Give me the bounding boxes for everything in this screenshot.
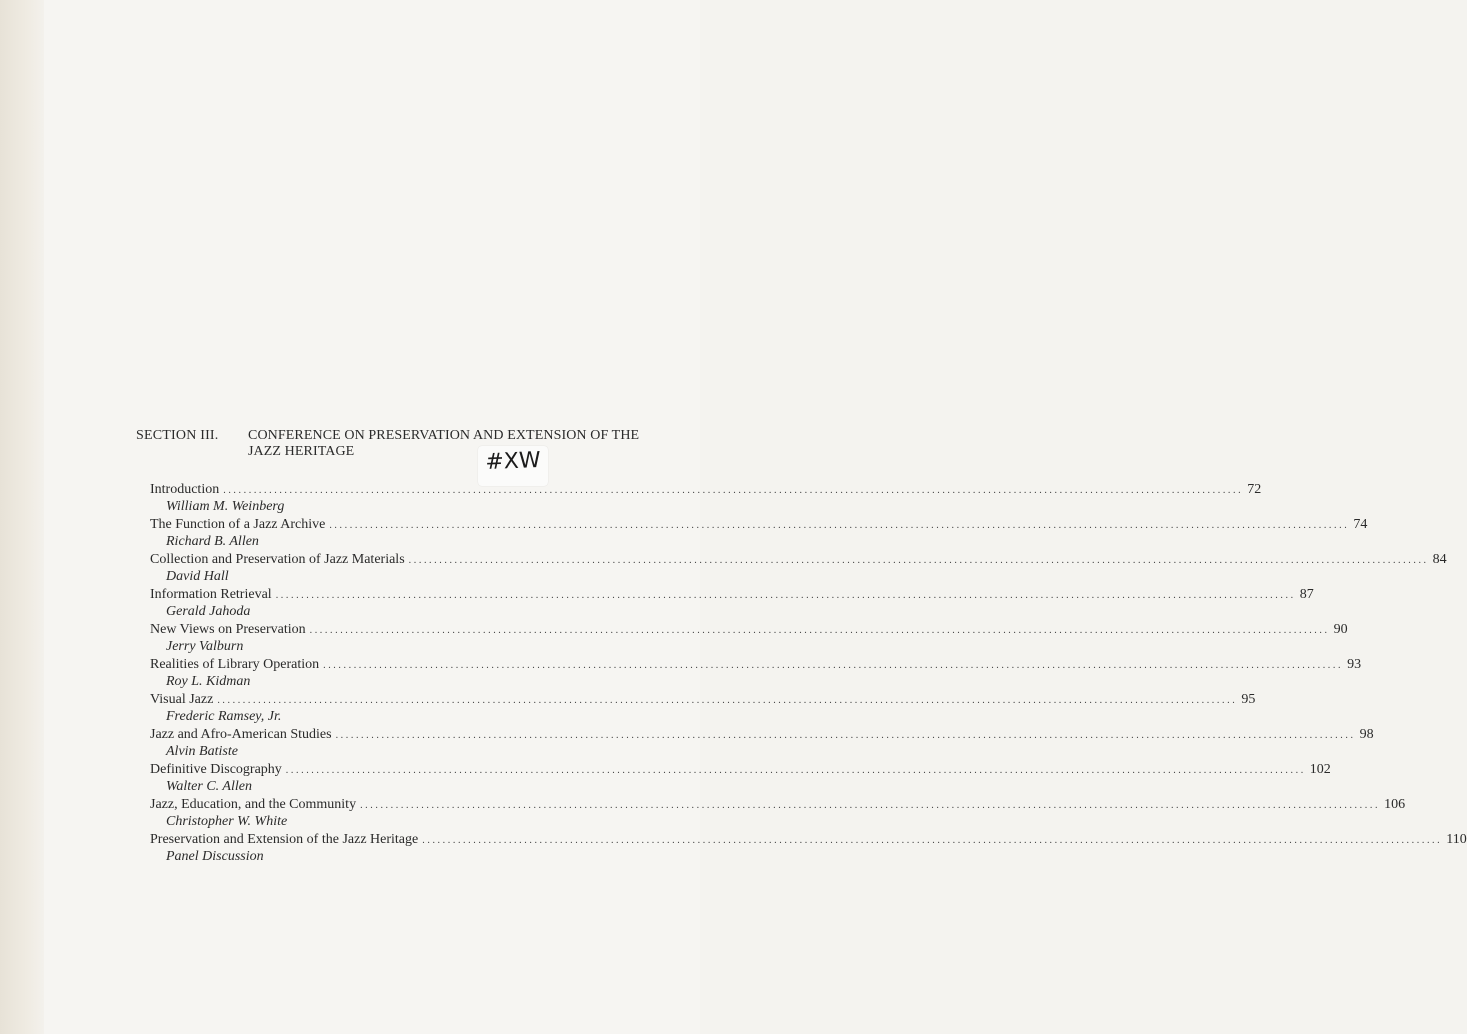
toc-entry-title: Introduction	[150, 482, 220, 497]
toc-entry-line	[150, 622, 1348, 639]
toc-entry-line	[150, 832, 1467, 849]
toc-entry-line	[150, 692, 1256, 709]
toc-entry-line	[150, 727, 1374, 744]
toc-entry-title: Realities of Library Operation	[150, 657, 320, 672]
dot-leader: ........................................................................................................................................................................................................	[408, 555, 1429, 566]
toc-entry-author: Gerald Jahoda	[166, 604, 251, 619]
toc-entry-author: David Hall	[166, 569, 229, 584]
dot-leader: ........................................................................................................................................................................................................	[323, 660, 1344, 671]
toc-page-number: 110	[1446, 832, 1467, 847]
toc-page-number: 98	[1359, 727, 1374, 742]
toc-entry-line	[150, 657, 1362, 674]
toc-page-number: 90	[1333, 622, 1348, 637]
section-title: CONFERENCE ON PRESERVATION AND EXTENSION OF THE JAZZ HERITAGE	[248, 428, 640, 459]
toc-entry-line	[150, 762, 1331, 779]
toc-entry-title: Visual Jazz	[150, 692, 214, 707]
toc-page-number: 102	[1309, 762, 1331, 777]
dot-leader: ........................................................................................................................................................................................................	[217, 695, 1238, 706]
toc-entry-title: Jazz, Education, and the Community	[150, 797, 357, 812]
toc-entry	[150, 797, 1406, 832]
handwritten-sticker	[478, 446, 548, 486]
dot-leader: ........................................................................................................................................................................................................	[223, 485, 1244, 496]
dot-leader: ........................................................................................................................................................................................................	[335, 730, 1356, 741]
toc-entry-author: Roy L. Kidman	[166, 674, 251, 689]
dot-leader: ........................................................................................................................................................................................................	[309, 625, 1330, 636]
toc-entry	[150, 727, 1374, 762]
toc-entry-title: New Views on Preservation	[150, 622, 306, 637]
toc-entry-author: Richard B. Allen	[166, 534, 259, 549]
toc-entry-line	[150, 587, 1314, 604]
toc-page-number: 84	[1432, 552, 1447, 567]
toc-entry-author: Walter C. Allen	[166, 779, 252, 794]
toc-page-number: 95	[1241, 692, 1256, 707]
toc-entry-title: Collection and Preservation of Jazz Materials	[150, 552, 405, 567]
toc-page-number: 87	[1299, 587, 1314, 602]
sticker-text: #XW	[484, 448, 542, 475]
toc-entry-line	[150, 517, 1368, 534]
toc-entry-author: Alvin Batiste	[166, 744, 238, 759]
toc-page-number: 106	[1384, 797, 1406, 812]
toc-entry	[150, 762, 1331, 797]
toc-entry-author: Panel Discussion	[166, 849, 264, 864]
toc-page-number: 72	[1247, 482, 1262, 497]
toc-entry	[150, 517, 1368, 552]
dot-leader: ........................................................................................................................................................................................................	[422, 835, 1443, 846]
toc-entry	[150, 832, 1467, 867]
toc-entry-title: Preservation and Extension of the Jazz Heritage	[150, 832, 419, 847]
section-label: SECTION III.	[136, 428, 219, 443]
toc-entry-title: Definitive Discography	[150, 762, 282, 777]
table-of-contents	[150, 482, 1467, 867]
toc-entry-author: Frederic Ramsey, Jr.	[166, 709, 282, 724]
toc-entry-author: Jerry Valburn	[166, 639, 244, 654]
dot-leader: ........................................................................................................................................................................................................	[329, 520, 1350, 531]
toc-page-number: 93	[1347, 657, 1362, 672]
toc-page-number: 74	[1353, 517, 1368, 532]
toc-entry-title: Jazz and Afro-American Studies	[150, 727, 332, 742]
dot-leader: ........................................................................................................................................................................................................	[275, 590, 1296, 601]
dot-leader: ........................................................................................................................................................................................................	[285, 765, 1306, 776]
toc-entry-line	[150, 552, 1447, 569]
toc-entry	[150, 552, 1447, 587]
toc-entry-title: Information Retrieval	[150, 587, 272, 602]
toc-entry	[150, 692, 1256, 727]
toc-entry	[150, 482, 1262, 517]
toc-entry-author: William M. Weinberg	[166, 499, 285, 514]
toc-entry	[150, 622, 1348, 657]
toc-entry	[150, 587, 1314, 622]
toc-entry-line	[150, 797, 1406, 814]
dot-leader: ........................................................................................................................................................................................................	[360, 800, 1381, 811]
toc-entry-author: Christopher W. White	[166, 814, 288, 829]
page-binding-edge	[0, 0, 44, 1034]
toc-entry-line	[150, 482, 1262, 499]
toc-entry	[150, 657, 1362, 692]
toc-entry-title: The Function of a Jazz Archive	[150, 517, 326, 532]
